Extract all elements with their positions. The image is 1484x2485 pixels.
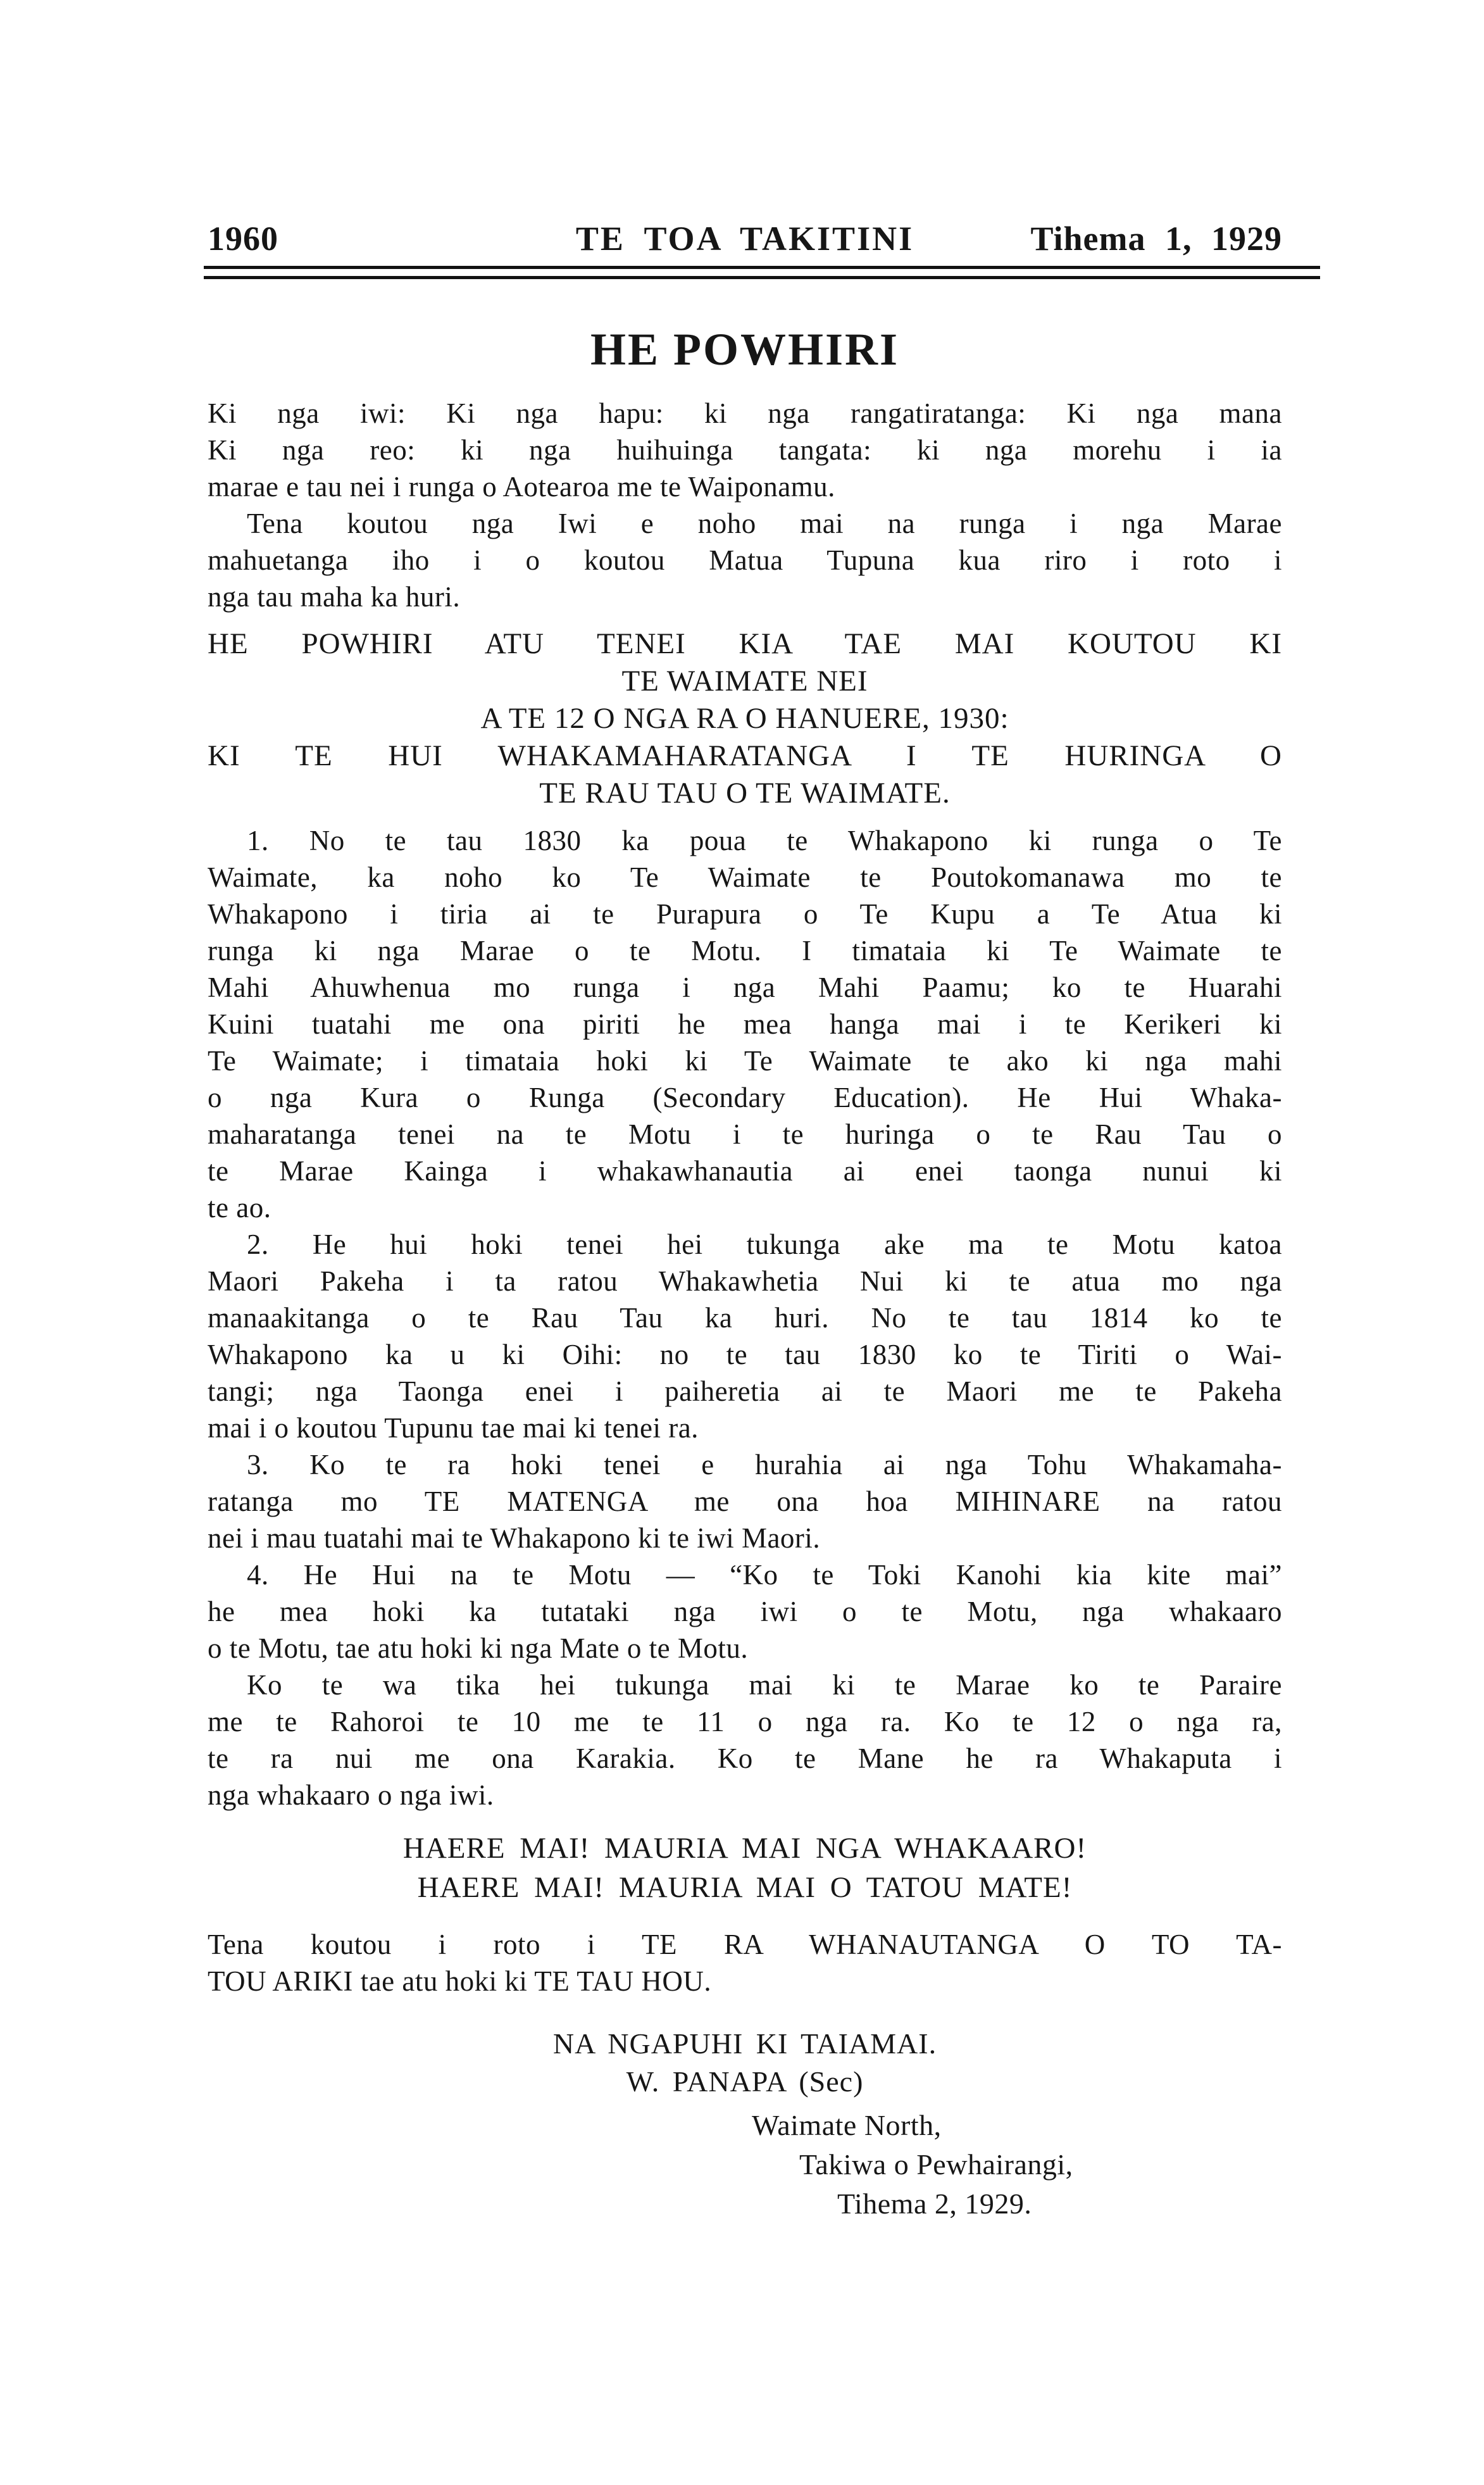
text-line: te ao.: [208, 1192, 271, 1224]
text-line: Tena koutou nga Iwi e noho mai na runga i nga Marae: [247, 508, 1282, 539]
date-line: Tihema 2, 1929.: [837, 2188, 1032, 2220]
text-line: Maori Pakeha i ta ratou Whakawhetia Nui ki te atua mo nga: [208, 1265, 1282, 1297]
heading-line: KI TE HUI WHAKAMAHARATANGA I TE HURINGA O: [208, 739, 1282, 772]
text-line: Te Waimate; i timataia hoki ki Te Waimate te ako ki nga mahi: [208, 1045, 1282, 1077]
text-line: Ko te wa tika hei tukunga mai ki te Marae ko te Paraire: [247, 1669, 1282, 1701]
text-line: tangi; nga Taonga enei i paiheretia ai te Maori me te Pakeha: [208, 1375, 1282, 1407]
text-line: nei i mau tuatahi mai te Whakapono ki te iwi Maori.: [208, 1522, 821, 1554]
text-line: te ra nui me ona Karakia. Ko te Mane he ra Whakaputa i: [208, 1743, 1282, 1774]
masthead-title: TE TOA TAKITINI: [575, 220, 914, 258]
numbered-paragraph-3: [208, 1446, 1282, 1556]
invitation-heading: [208, 625, 1282, 812]
text-line: 1. No te tau 1830 ka poua te Whakapono ki runga o Te: [247, 825, 1282, 856]
text-line: Mahi Ahuwhenua mo runga i nga Mahi Paamu; ko te Huarahi: [208, 972, 1282, 1003]
text-line: maharatanga tenei na te Motu i te huringa o te Rau Tau o: [208, 1118, 1282, 1150]
text-line: o te Motu, tae atu hoki ki nga Mate o te Motu.: [208, 1632, 749, 1664]
text-line: o nga Kura o Runga (Secondary Education). He Hui Whaka-: [208, 1082, 1282, 1113]
issue-date: Tihema 1, 1929: [1030, 220, 1282, 258]
page-number: 1960: [208, 220, 278, 258]
text-line: 4. He Hui na te Motu — “Ko te Toki Kanohi kia kite mai”: [247, 1559, 1282, 1591]
numbered-paragraph-1: [208, 822, 1282, 1226]
text-line: Whakapono i tiria ai te Purapura o Te Kupu a Te Atua ki: [208, 898, 1282, 930]
callout-line: HAERE MAI! MAURIA MAI O TATOU MATE!: [417, 1871, 1073, 1904]
article-title: HE POWHIRI: [590, 324, 900, 375]
address-line: Waimate North,: [752, 2109, 942, 2141]
text-line: mahuetanga iho i o koutou Matua Tupuna kua riro i roto i: [208, 544, 1282, 576]
text-line: marae e tau nei i runga o Aotearoa me te Waiponamu.: [208, 471, 835, 503]
address-line: Takiwa o Pewhairangi,: [799, 2148, 1073, 2181]
text-line: Tena koutou i roto i TE RA WHANAUTANGA O TO TA-: [208, 1929, 1282, 1960]
secretary-line: W. PANAPA (Sec): [626, 2065, 864, 2098]
heading-line: TE RAU TAU O TE WAIMATE.: [539, 777, 951, 810]
text-line: nga whakaaro o nga iwi.: [208, 1779, 494, 1811]
text-line: mai i o koutou Tupunu tae mai ki tenei ra.: [208, 1412, 699, 1444]
text-line: he mea hoki ka tutataki nga iwi o te Motu, nga whakaaro: [208, 1596, 1282, 1627]
text-line: te Marae Kainga i whakawhanautia ai enei taonga nunui ki: [208, 1155, 1282, 1187]
heading-line: HE POWHIRI ATU TENEI KIA TAE MAI KOUTOU KI: [208, 627, 1282, 660]
text-line: me te Rahoroi te 10 me te 11 o nga ra. Ko te 12 o nga ra,: [208, 1706, 1282, 1737]
text-line: Ki nga iwi: Ki nga hapu: ki nga rangatiratanga: Ki nga mana: [208, 397, 1282, 429]
text-line: manaakitanga o te Rau Tau ka huri. No te tau 1814 ko te: [208, 1302, 1282, 1334]
header-double-rule: [204, 266, 1320, 279]
text-line: runga ki nga Marae o te Motu. I timataia ki Te Waimate te: [208, 935, 1282, 967]
greeting-paragraph: [208, 505, 1282, 615]
text-line: 3. Ko te ra hoki tenei e hurahia ai nga Tohu Whakamaha-: [247, 1449, 1282, 1480]
signoff-block: [208, 2025, 1282, 2101]
haere-mai-callout: [208, 1829, 1282, 1907]
page-header: [208, 219, 1282, 258]
text-line: ratanga mo TE MATENGA me ona hoa MIHINARE na ratou: [208, 1486, 1282, 1517]
closing-paragraph: [208, 1926, 1282, 2000]
heading-line: TE WAIMATE NEI: [621, 665, 868, 698]
text-line: Waimate, ka noho ko Te Waimate te Poutokomanawa mo te: [208, 861, 1282, 893]
text-line: Whakapono ka u ki Oihi: no te tau 1830 ko te Tiriti o Wai-: [208, 1339, 1282, 1370]
text-line: nga tau maha ka huri.: [208, 581, 461, 613]
schedule-paragraph: [208, 1667, 1282, 1813]
text-line: TOU ARIKI tae atu hoki ki TE TAU HOU.: [208, 1965, 712, 1997]
text-line: Kuini tuatahi me ona piriti he mea hanga mai i te Kerikeri ki: [208, 1008, 1282, 1040]
heading-line: A TE 12 O NGA RA O HANUERE, 1930:: [480, 702, 1009, 735]
text-column: [208, 0, 1282, 2224]
callout-line: HAERE MAI! MAURIA MAI NGA WHAKAARO!: [402, 1832, 1087, 1865]
signoff-line: NA NGAPUHI KI TAIAMAI.: [552, 2027, 937, 2060]
address-block: [208, 2106, 1282, 2224]
numbered-paragraph-2: [208, 1226, 1282, 1446]
text-line: 2. He hui hoki tenei hei tukunga ake ma te Motu katoa: [247, 1229, 1282, 1260]
text-line: Ki nga reo: ki nga huihuinga tangata: ki nga morehu i ia: [208, 434, 1282, 466]
numbered-paragraph-4: [208, 1556, 1282, 1667]
intro-paragraph: [208, 395, 1282, 505]
